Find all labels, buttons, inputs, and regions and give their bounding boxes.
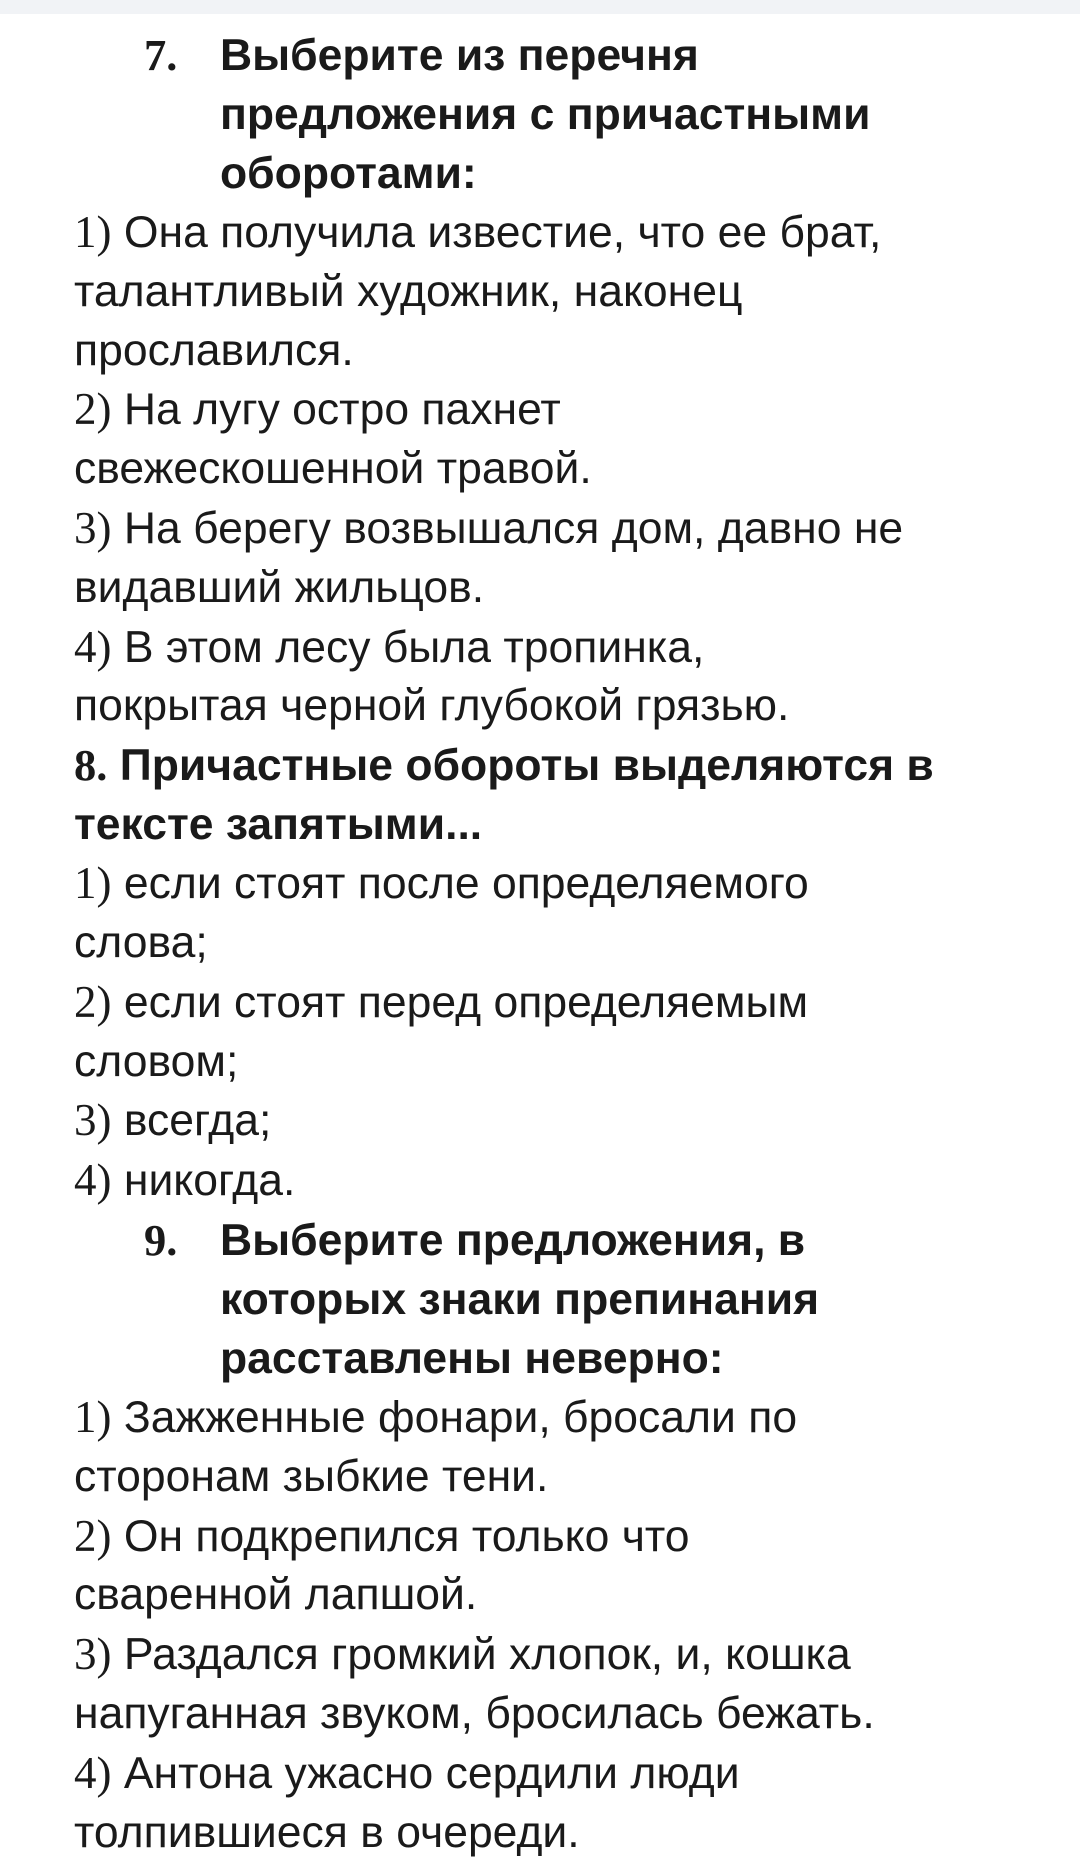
option-number: 1) (74, 207, 112, 257)
option-2 (74, 1507, 1064, 1626)
option-text: покрытая черной глубокой грязью. (74, 681, 790, 731)
option-text: толпившиеся в очереди. (74, 1807, 580, 1857)
option-number: 4) (74, 1155, 112, 1206)
option-number: 4) (74, 621, 112, 672)
option-number: 4) (74, 1747, 112, 1798)
question-8 (74, 736, 1064, 1211)
option-text: всегда; (123, 1096, 272, 1146)
option-number: 3) (74, 1095, 112, 1146)
question-9 (74, 1211, 1064, 1862)
option-text: слова; (74, 917, 208, 967)
question-number: 7. (144, 30, 178, 80)
option-text: свежескошенной травой. (74, 444, 592, 494)
option-text: напуганная звуком, бросилась бежать. (74, 1688, 875, 1738)
title-line: Выберите из перечня (220, 31, 699, 80)
option-text: Антона ужасно сердили люди (123, 1748, 740, 1798)
option-number: 2) (74, 384, 112, 435)
option-number: 3) (74, 1629, 112, 1680)
question-title: Причастные обороты выделяются в (119, 741, 934, 791)
option-1 (74, 854, 1064, 973)
question-8-heading (74, 736, 1064, 854)
option-2 (74, 973, 1064, 1092)
option-4 (74, 1151, 1064, 1211)
option-text: сторонам зыбкие тени. (74, 1451, 549, 1501)
option-text: В этом лесу была тропинка, (123, 622, 705, 672)
option-text: Раздался громкий хлопок, и, кошка (123, 1630, 851, 1680)
previous-page-fragment (0, 0, 1080, 14)
option-3 (74, 1091, 1064, 1151)
option-4 (74, 1744, 1064, 1862)
option-text: Он подкрепился только что (123, 1511, 690, 1561)
option-number: 2) (74, 1510, 112, 1561)
question-9-heading (74, 1211, 1064, 1388)
question-number: 9. (144, 1214, 178, 1265)
option-3 (74, 499, 1064, 618)
option-text: словом; (74, 1036, 239, 1086)
question-7 (74, 26, 1064, 736)
option-text: если стоят перед определяемым (123, 977, 809, 1027)
question-title (220, 26, 870, 203)
option-text: Она получила известие, что ее брат, (123, 208, 882, 257)
option-1 (74, 1388, 1064, 1507)
option-text: видавший жильцов. (74, 562, 485, 612)
option-text: На лугу остро пахнет (123, 385, 561, 435)
option-2 (74, 380, 1064, 499)
option-4 (74, 618, 1064, 737)
option-text: прославился. (74, 325, 354, 375)
question-7-heading (74, 26, 1064, 203)
option-number: 1) (74, 1391, 112, 1442)
option-text: сваренной лапшой. (74, 1570, 478, 1620)
title-line: Выберите предложения, в (220, 1215, 806, 1265)
option-text: Зажженные фонари, бросали по (123, 1392, 798, 1442)
title-line: которых знаки препинания (220, 1274, 820, 1324)
option-text: никогда. (123, 1156, 296, 1206)
option-3 (74, 1625, 1064, 1744)
option-text: На берегу возвышался дом, давно не (123, 503, 904, 553)
option-text: если стоят после определяемого (123, 859, 809, 909)
option-number: 2) (74, 976, 112, 1027)
title-line: предложения с причастными (220, 90, 871, 139)
question-number: 8. (74, 740, 108, 791)
option-1 (74, 203, 1064, 380)
worksheet-page (74, 26, 1064, 1862)
question-title (220, 1211, 819, 1388)
title-line: оборотами: (220, 149, 477, 198)
option-text: талантливый художник, наконец (74, 266, 743, 316)
option-number: 3) (74, 502, 112, 553)
question-title: тексте запятыми... (74, 800, 483, 850)
title-line: расставлены неверно: (220, 1333, 724, 1383)
option-number: 1) (74, 858, 112, 909)
